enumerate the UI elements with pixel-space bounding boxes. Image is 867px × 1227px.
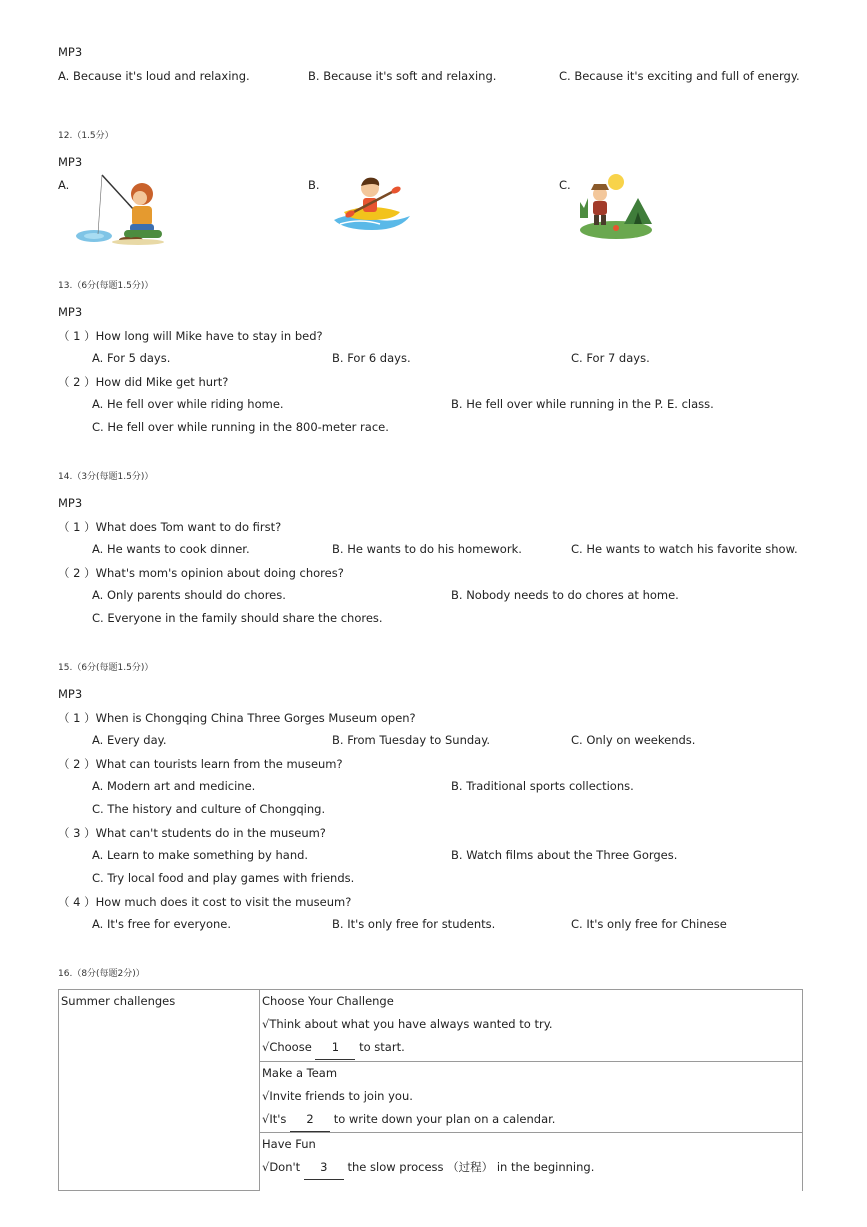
section-title: Choose Your Challenge <box>262 994 394 1008</box>
q15-1-option-a[interactable]: A. Every day. <box>92 733 167 747</box>
question-number: （ 3 ） <box>58 826 96 840</box>
q16-heading: 16.（8分(每题2分)） <box>58 969 145 979</box>
section-title: Have Fun <box>262 1137 316 1152</box>
q15-mp3[interactable]: MP3 <box>58 687 83 701</box>
q14-2-option-a[interactable]: A. Only parents should do chores. <box>92 588 286 602</box>
q11-option-a[interactable] <box>58 69 250 83</box>
question-text: How much does it cost to visit the museum? <box>95 895 352 909</box>
question-number: （ 4 ） <box>58 895 96 909</box>
line-text: √Don't <box>262 1160 304 1175</box>
q15-1-option-b[interactable]: B. From Tuesday to Sunday. <box>332 733 491 747</box>
question-text: How did Mike get hurt? <box>95 375 229 389</box>
q11-option-c[interactable] <box>559 69 800 83</box>
section-fun-cell <box>260 1133 803 1191</box>
question-number: （ 2 ） <box>58 757 96 771</box>
summer-challenges-table <box>58 989 803 1191</box>
q12-heading: 12.（1.5分） <box>58 131 114 141</box>
line-text: the slow process （过程） in the beginning. <box>343 1160 595 1175</box>
q15-4-option-c[interactable]: C. It's only free for Chinese <box>571 917 727 931</box>
q13-2-option-c[interactable]: C. He fell over while running in the 800-meter race. <box>92 420 389 434</box>
q14-mp3[interactable]: MP3 <box>58 496 83 510</box>
boy-camping-icon[interactable] <box>576 172 656 240</box>
option-letter: A. <box>58 69 70 83</box>
line-text: to start. <box>355 1040 405 1054</box>
option-letter: B. <box>308 69 320 83</box>
left-title-cell <box>59 990 260 1191</box>
question-text: What can tourists learn from the museum? <box>95 757 343 771</box>
q11-mp3[interactable]: MP3 <box>58 45 83 59</box>
question-text: When is Chongqing China Three Gorges Museum open? <box>95 711 416 725</box>
question-number: （ 2 ） <box>58 375 96 389</box>
q15-2-option-b[interactable]: B. Traditional sports collections. <box>451 779 634 793</box>
question-text: How long will Mike have to stay in bed? <box>95 329 323 343</box>
line-text: to write down your plan on a calendar. <box>330 1111 556 1126</box>
blank-3-input[interactable]: 3 <box>304 1156 344 1180</box>
question-text: What's mom's opinion about doing chores? <box>95 566 344 580</box>
q11-option-b[interactable] <box>308 69 496 83</box>
question-number: （ 2 ） <box>58 566 96 580</box>
question-text: What does Tom want to do first? <box>95 520 282 534</box>
q15-3-question <box>58 825 326 841</box>
q15-3-option-b[interactable]: B. Watch films about the Three Gorges. <box>451 848 678 862</box>
q15-1-question <box>58 710 416 726</box>
q15-1-option-c[interactable]: C. Only on weekends. <box>571 733 696 747</box>
q13-1-option-c[interactable]: C. For 7 days. <box>571 351 650 365</box>
q14-2-question <box>58 565 344 581</box>
left-title: Summer challenges <box>61 994 176 1008</box>
q15-3-option-c[interactable]: C. Try local food and play games with friends. <box>92 871 355 885</box>
q12-option-b-letter[interactable]: B. <box>308 178 320 192</box>
q14-2-option-b[interactable]: B. Nobody needs to do chores at home. <box>451 588 679 602</box>
section-line-with-blank <box>260 1108 802 1131</box>
q13-heading: 13.（6分(每题1.5分)） <box>58 281 154 291</box>
q14-1-option-b[interactable]: B. He wants to do his homework. <box>332 542 522 556</box>
question-number: （ 1 ） <box>58 520 96 534</box>
q13-1-option-a[interactable]: A. For 5 days. <box>92 351 171 365</box>
line-text: √It's <box>262 1111 291 1126</box>
q12-option-a-letter[interactable]: A. <box>58 178 70 192</box>
q14-1-option-a[interactable]: A. He wants to cook dinner. <box>92 542 250 556</box>
q13-2-option-a[interactable]: A. He fell over while riding home. <box>92 397 284 411</box>
section-choose-cell <box>260 990 803 1062</box>
q12-mp3[interactable]: MP3 <box>58 155 83 169</box>
option-text: Because it's soft and relaxing. <box>323 69 497 83</box>
q15-4-option-a[interactable]: A. It's free for everyone. <box>92 917 232 931</box>
q15-2-option-a[interactable]: A. Modern art and medicine. <box>92 779 256 793</box>
boy-fishing-icon[interactable] <box>74 172 166 246</box>
q13-1-option-b[interactable]: B. For 6 days. <box>332 351 411 365</box>
boy-kayaking-icon[interactable] <box>330 172 414 234</box>
question-number: （ 1 ） <box>58 711 96 725</box>
section-line-with-blank <box>260 1036 802 1059</box>
line-text: √Choose <box>262 1040 316 1054</box>
q13-mp3[interactable]: MP3 <box>58 305 83 319</box>
q13-1-question <box>58 328 323 344</box>
section-line-with-blank <box>260 1156 802 1179</box>
option-letter: C. <box>559 69 571 83</box>
q12-option-c-letter[interactable]: C. <box>559 178 571 192</box>
q14-heading: 14.（3分(每题1.5分)） <box>58 472 154 482</box>
q13-2-question <box>58 374 228 390</box>
q14-2-option-c[interactable]: C. Everyone in the family should share the chores. <box>92 611 383 625</box>
q15-2-option-c[interactable]: C. The history and culture of Chongqing. <box>92 802 326 816</box>
q15-4-question <box>58 894 351 910</box>
q14-1-question <box>58 519 281 535</box>
question-number: （ 1 ） <box>58 329 96 343</box>
q15-4-option-b[interactable]: B. It's only free for students. <box>332 917 496 931</box>
q15-heading: 15.（6分(每题1.5分)） <box>58 663 154 673</box>
question-text: What can't students do in the museum? <box>95 826 326 840</box>
q13-2-option-b[interactable]: B. He fell over while running in the P. E. class. <box>451 397 714 411</box>
q14-1-option-c[interactable]: C. He wants to watch his favorite show. <box>571 542 798 556</box>
section-team-cell <box>260 1061 803 1133</box>
blank-2-input[interactable]: 2 <box>290 1108 330 1132</box>
section-line: √Think about what you have always wanted to try. <box>262 1017 553 1031</box>
blank-1-input[interactable]: 1 <box>315 1036 355 1060</box>
section-title: Make a Team <box>262 1065 338 1080</box>
option-text: Because it's loud and relaxing. <box>72 69 250 83</box>
q15-2-question <box>58 756 343 772</box>
option-text: Because it's exciting and full of energy. <box>574 69 800 83</box>
section-line: √Invite friends to join you. <box>262 1088 413 1103</box>
q15-3-option-a[interactable]: A. Learn to make something by hand. <box>92 848 309 862</box>
